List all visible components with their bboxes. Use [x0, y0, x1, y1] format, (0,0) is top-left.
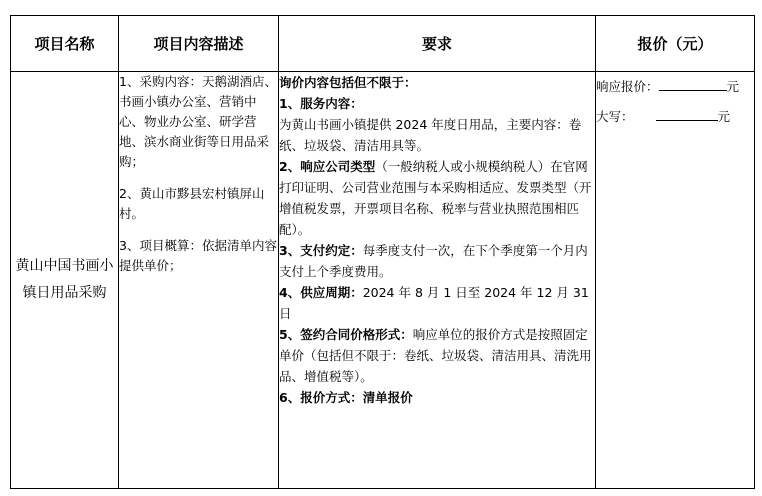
description-item-2: [119, 184, 278, 224]
response-price-line: [596, 72, 754, 102]
project-name-cell: [11, 72, 119, 489]
requirement-item-1-detail: [279, 114, 595, 156]
response-price-blank[interactable]: [659, 75, 727, 91]
requirement-item-3-text: 每季度支付一次，在下个季度第一个月内支付上个季度费用。: [279, 243, 588, 279]
header-project-name: 项目名称: [11, 16, 119, 72]
requirement-item-1-label: 1、服务内容：: [279, 96, 363, 111]
requirement-item-5-text: 响应单位的报价方式是按照固定单价（包括但不限于：卷纸、垃圾袋、清洁用具、清洗用品、增值税等）。: [279, 327, 592, 384]
capital-amount-unit: 元: [717, 109, 731, 124]
requirement-item-6-label: 6、报价方式：: [279, 390, 363, 405]
requirement-item-1-detail-text: 为黄山书画小镇提供 2024 年度日用品，主要内容：卷纸、垃圾袋、清洁用具等。: [279, 117, 582, 153]
response-price-unit: 元: [726, 79, 740, 94]
description-item-3-text: 3、项目概算：依据清单内容提供单价；: [119, 238, 277, 273]
description-item-1-label: 1、采购内容：: [119, 74, 202, 89]
requirement-item-6: [279, 387, 595, 408]
requirement-item-4: [279, 282, 595, 324]
capital-amount-line: [596, 102, 754, 132]
price-cell: [596, 72, 755, 489]
description-item-1: [119, 72, 278, 172]
quotation-table: [10, 15, 755, 489]
capital-amount-blank[interactable]: [656, 105, 718, 121]
header-price: 报价（元）: [596, 16, 755, 72]
description-cell: [119, 72, 279, 489]
requirement-item-3-label: 3、支付约定：: [279, 243, 363, 258]
table-row: [11, 72, 755, 489]
requirement-item-4-text: 2024 年 8 月 1 日至 2024 年 12 月 31 日: [279, 285, 589, 321]
response-price-label: 响应报价：: [596, 79, 659, 94]
requirement-item-6-text: 清单报价: [362, 390, 413, 405]
description-item-2-text: 2、黄山市黟县宏村镇屏山村。: [119, 186, 265, 221]
requirement-item-3: [279, 240, 595, 282]
description-item-1-text: 天鹅湖酒店、书画小镇办公室、营销中心、物业办公室、研学营地、滨水商业街等日用品采购；: [119, 74, 277, 169]
header-row: [11, 16, 755, 72]
capital-amount-label: 大写：: [596, 109, 634, 124]
requirements-cell: [279, 72, 596, 489]
requirement-item-2-text: （一般纳税人或小规模纳税人）在官网打印证明、公司营业范围与本采购相适应、发票类型（开增值税发票，开票项目名称、税率与营业执照范围相匹配）。: [279, 159, 592, 237]
requirement-item-4-label: 4、供应周期：: [279, 285, 363, 300]
requirement-item-5: [279, 324, 595, 387]
description-item-3: [119, 236, 278, 276]
requirements-intro: 询价内容包括但不限于：: [279, 75, 417, 90]
header-requirements: 要求: [279, 16, 596, 72]
requirement-item-2-label: 2、响应公司类型: [279, 159, 376, 174]
requirement-item-5-label: 5、签约合同价格形式：: [279, 327, 413, 342]
project-name: 黄山中国书画小镇日用品采购: [15, 258, 114, 301]
requirement-item-1: [279, 93, 595, 114]
header-project-description: 项目内容描述: [119, 16, 279, 72]
requirement-item-2: [279, 156, 595, 240]
